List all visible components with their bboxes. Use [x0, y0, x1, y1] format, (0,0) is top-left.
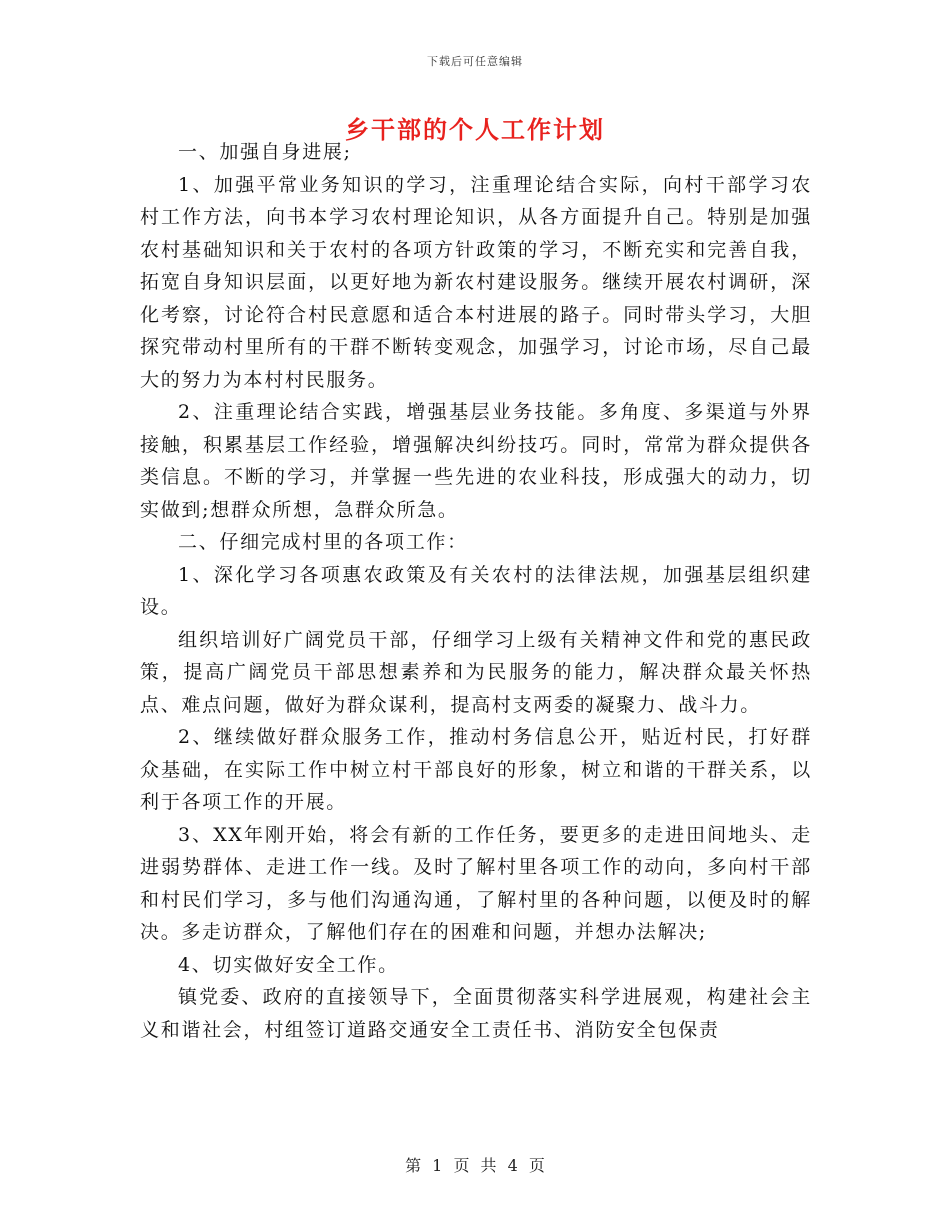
paragraph-2-3: 3、XX年刚开始，将会有新的工作任务，要更多的走进田间地头、走进弱势群体、走进工作一线。及时了解村里各项工作的动向，多向村干部和村民们学习，多与他们沟通沟通，了解村里的各种问题，以便及时的解决。多走访群众，了解他们存在的困难和问题，并想办法解决;	[140, 823, 812, 943]
page-number-footer: 第 1 页 共 4 页	[405, 1156, 545, 1175]
paragraph-2-1: 1、深化学习各项惠农政策及有关农村的法律法规，加强基层组织建设。	[140, 563, 812, 618]
section-heading-1: 一、加强自身进展;	[178, 141, 352, 163]
document-body	[140, 136, 812, 1046]
paragraph-2-1-detail: 组织培训好广阔党员干部，仔细学习上级有关精神文件和党的惠民政策，提高广阔党员干部思想素养和为民服务的能力，解决群众最关怀热点、难点问题，做好为群众谋利，提高村支两委的凝聚力、战斗力。	[140, 628, 812, 716]
document-title: 乡干部的个人工作计划	[345, 115, 605, 144]
section-heading-2: 二、仔细完成村里的各项工作：	[178, 531, 468, 553]
paragraph-1-1: 1、加强平常业务知识的学习，注重理论结合实际，向村干部学习农村工作方法，向书本学习农村理论知识，从各方面提升自己。特别是加强农村基础知识和关于农村的各项方针政策的学习，不断充实和完善自我，拓宽自身知识层面，以更好地为新农村建设服务。继续开展农村调研，深化考察，讨论符合村民意愿和适合本村进展的路子。同时带头学习，大胆探究带动村里所有的干群不断转变观念，加强学习，讨论市场，尽自己最大的努力为本村村民服务。	[140, 173, 812, 391]
paragraph-1-2: 2、注重理论结合实践，增强基层业务技能。多角度、多渠道与外界接触，积累基层工作经验，增强解决纠纷技巧。同时，常常为群众提供各类信息。不断的学习，并掌握一些先进的农业科技，形成强大的动力，切实做到;想群众所想，急群众所急。	[140, 401, 812, 521]
page-header-note: 下载后可任意编辑	[427, 55, 523, 68]
paragraph-2-4-detail: 镇党委、政府的直接领导下，全面贯彻落实科学进展观，构建社会主义和谐社会，村组签订道路交通安全工责任书、消防安全包保责	[140, 986, 812, 1041]
paragraph-2-4: 4、切实做好安全工作。	[178, 953, 399, 976]
paragraph-2-2: 2、继续做好群众服务工作，推动村务信息公开，贴近村民，打好群众基础，在实际工作中树立村干部良好的形象，树立和谐的干群关系，以利于各项工作的开展。	[140, 726, 812, 813]
